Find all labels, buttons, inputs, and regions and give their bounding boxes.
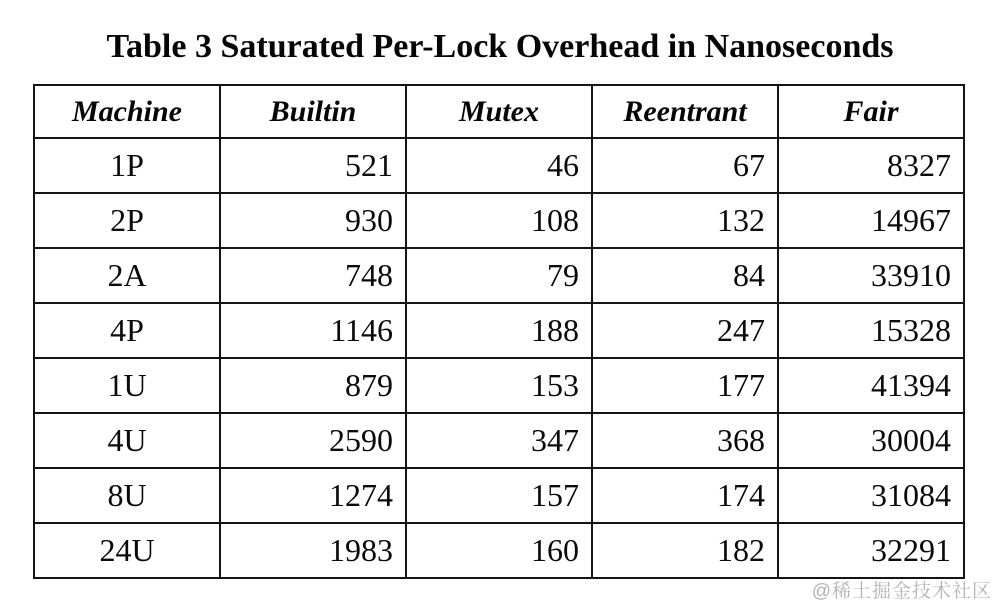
reentrant-cell: 67 xyxy=(592,138,778,193)
col-header-fair: Fair xyxy=(778,85,964,138)
machine-cell: 2P xyxy=(34,193,220,248)
table-row xyxy=(34,413,964,468)
table-row xyxy=(34,138,964,193)
reentrant-cell: 132 xyxy=(592,193,778,248)
builtin-cell: 879 xyxy=(220,358,406,413)
mutex-cell: 160 xyxy=(406,523,592,578)
builtin-cell: 521 xyxy=(220,138,406,193)
per-lock-overhead-table xyxy=(33,84,965,579)
builtin-cell: 748 xyxy=(220,248,406,303)
mutex-cell: 347 xyxy=(406,413,592,468)
builtin-cell: 1274 xyxy=(220,468,406,523)
col-header-mutex: Mutex xyxy=(406,85,592,138)
reentrant-cell: 182 xyxy=(592,523,778,578)
table-row xyxy=(34,468,964,523)
header-row xyxy=(34,85,964,138)
machine-cell: 24U xyxy=(34,523,220,578)
mutex-cell: 108 xyxy=(406,193,592,248)
table-row xyxy=(34,303,964,358)
mutex-cell: 153 xyxy=(406,358,592,413)
reentrant-cell: 368 xyxy=(592,413,778,468)
col-header-machine: Machine xyxy=(34,85,220,138)
machine-cell: 8U xyxy=(34,468,220,523)
fair-cell: 33910 xyxy=(778,248,964,303)
machine-cell: 2A xyxy=(34,248,220,303)
builtin-cell: 930 xyxy=(220,193,406,248)
table-row xyxy=(34,248,964,303)
fair-cell: 30004 xyxy=(778,413,964,468)
fair-cell: 8327 xyxy=(778,138,964,193)
machine-cell: 1U xyxy=(34,358,220,413)
fair-cell: 32291 xyxy=(778,523,964,578)
builtin-cell: 2590 xyxy=(220,413,406,468)
fair-cell: 14967 xyxy=(778,193,964,248)
reentrant-cell: 84 xyxy=(592,248,778,303)
col-header-reentrant: Reentrant xyxy=(592,85,778,138)
mutex-cell: 79 xyxy=(406,248,592,303)
col-header-builtin: Builtin xyxy=(220,85,406,138)
machine-cell: 1P xyxy=(34,138,220,193)
builtin-cell: 1146 xyxy=(220,303,406,358)
machine-cell: 4P xyxy=(34,303,220,358)
mutex-cell: 157 xyxy=(406,468,592,523)
fair-cell: 31084 xyxy=(778,468,964,523)
fair-cell: 41394 xyxy=(778,358,964,413)
table-row xyxy=(34,358,964,413)
builtin-cell: 1983 xyxy=(220,523,406,578)
fair-cell: 15328 xyxy=(778,303,964,358)
table-row xyxy=(34,523,964,578)
reentrant-cell: 174 xyxy=(592,468,778,523)
machine-cell: 4U xyxy=(34,413,220,468)
mutex-cell: 188 xyxy=(406,303,592,358)
mutex-cell: 46 xyxy=(406,138,592,193)
reentrant-cell: 247 xyxy=(592,303,778,358)
page-title: Table 3 Saturated Per-Lock Overhead in Nanoseconds xyxy=(106,28,894,65)
reentrant-cell: 177 xyxy=(592,358,778,413)
table-row xyxy=(34,193,964,248)
watermark: @稀土掘金技术社区 xyxy=(811,581,992,602)
